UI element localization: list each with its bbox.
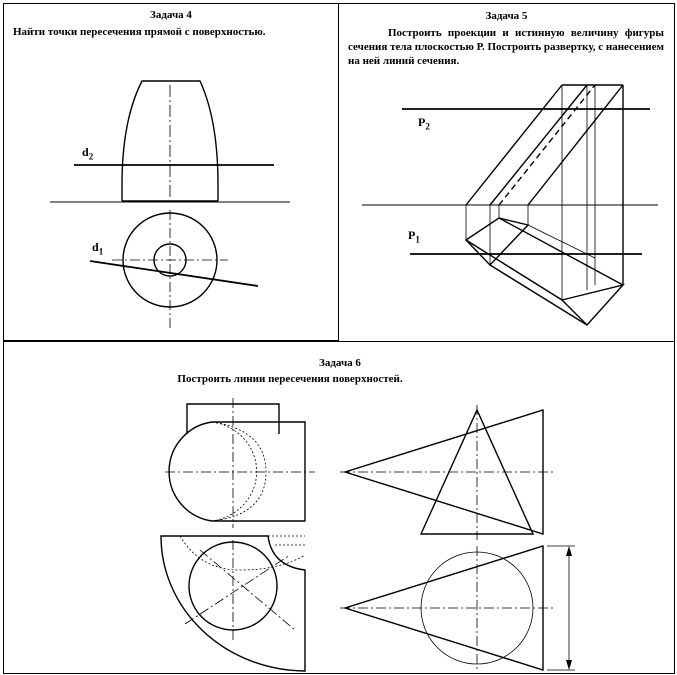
task6-left-front-outline <box>169 422 305 521</box>
task4-text: Найти точки пересечения прямой с поверхностью. <box>13 26 266 38</box>
label-p2: $P_2$ <box>418 115 430 132</box>
task5-top-base <box>466 218 528 265</box>
task5-drawing <box>362 85 658 325</box>
task4-drawing <box>50 81 290 330</box>
task5-front-edge-2 <box>490 85 587 205</box>
task4-line-d1 <box>90 261 258 286</box>
label-d1: $d_1$ <box>92 240 104 257</box>
task6-title: Задача 6 <box>319 357 361 369</box>
label-p1: $P_1$ <box>408 228 420 245</box>
task6-drawing <box>161 398 575 671</box>
task5-text: Построить проекции и истинную величину фигуры сечения тела плоскостью Р. Построить развертку, с нанесением на ней линий сечения. <box>348 27 664 67</box>
task5-top-far-end <box>562 285 623 325</box>
task5-title: Задача 5 <box>485 10 528 22</box>
task6-text: Построить линии пересечения поверхностей. <box>177 373 403 385</box>
task4-title: Задача 4 <box>150 9 192 21</box>
label-d2: $d_2$ <box>82 145 94 162</box>
task5-front-edge-3 <box>528 85 623 205</box>
task6-left-hidden-arc <box>212 422 257 521</box>
